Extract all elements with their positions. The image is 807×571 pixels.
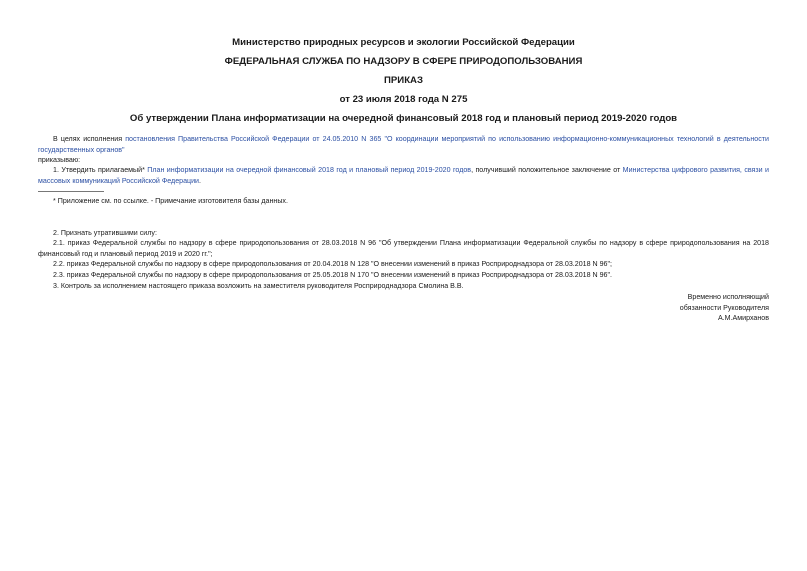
signature-title-line-1: Временно исполняющий (687, 293, 769, 301)
ministry-heading: Министерство природных ресурсов и экологии Российской Федерации (232, 37, 575, 48)
ministry-digital-link[interactable]: Министерства цифрового развития, связи и массовых коммуникаций Российской Федерации (38, 166, 770, 185)
item-3: 3. Контроль за исполнением настоящего приказа возложить на заместителя руководителя Росприроднадзора Смолина В.В. (53, 282, 464, 290)
item-1-suffix: . (199, 176, 202, 185)
item-2-2: 2.2. приказ Федеральной службы по надзору в сфере природопользования от 20.04.2018 N 128 "О внесении изменений в приказ Росприроднадзора от 28.03.2018 N 96"; (53, 260, 612, 268)
date-number-heading: от 23 июля 2018 года N 275 (339, 94, 468, 105)
service-heading: ФЕДЕРАЛЬНАЯ СЛУЖБА ПО НАДЗОРУ В СФЕРЕ ПРИРОДОПОЛЬЗОВАНИЯ (224, 56, 583, 67)
government-decree-link[interactable]: постановления Правительства Российской Федерации от 24.05.2010 N 365 "О координации мероприятий по использованию информационно-коммуникационных технологий в деятельности государственных органов" (38, 135, 770, 154)
order-word: приказываю: (38, 156, 81, 164)
preamble-paragraph (38, 134, 769, 155)
document-title: Об утверждении Плана информатизации на очередной финансовый 2018 год и плановый период 2019-2020 годов (129, 113, 678, 124)
item-1-middle: , получивший положительное заключение от (471, 166, 623, 174)
plan-link[interactable]: План информатизации на очередной финансовый 2018 год и плановый период 2019-2020 годов (147, 166, 472, 174)
item-1-prefix: 1. Утвердить прилагаемый* (53, 166, 148, 174)
doc-type-heading: ПРИКАЗ (384, 75, 423, 86)
preamble-prefix: В целях исполнения (53, 135, 126, 143)
item-2-intro: 2. Признать утратившими силу: (53, 229, 157, 237)
signature-title-line-2: обязанности Руководителя (679, 304, 769, 312)
signature-name: А.М.Амирханов (717, 314, 769, 322)
item-2-1: 2.1. приказ Федеральной службы по надзору в сфере природопользования от 28.03.2018 N 96 "Об утверждении Плана информатизации Федеральной службы по надзору в сфере природопользования на 2018 финансовый год и плановый период 2019 и 2020 гг."; (38, 239, 769, 258)
footnote-text: * Приложение см. по ссылке. - Примечание изготовителя базы данных. (53, 197, 288, 205)
item-1-paragraph (38, 165, 769, 186)
item-2-3: 2.3. приказ Федеральной службы по надзору в сфере природопользования от 25.05.2018 N 170 "О внесении изменений в приказ Росприроднадзора от 28.03.2018 N 96". (53, 271, 612, 279)
footnote-divider (38, 191, 104, 192)
